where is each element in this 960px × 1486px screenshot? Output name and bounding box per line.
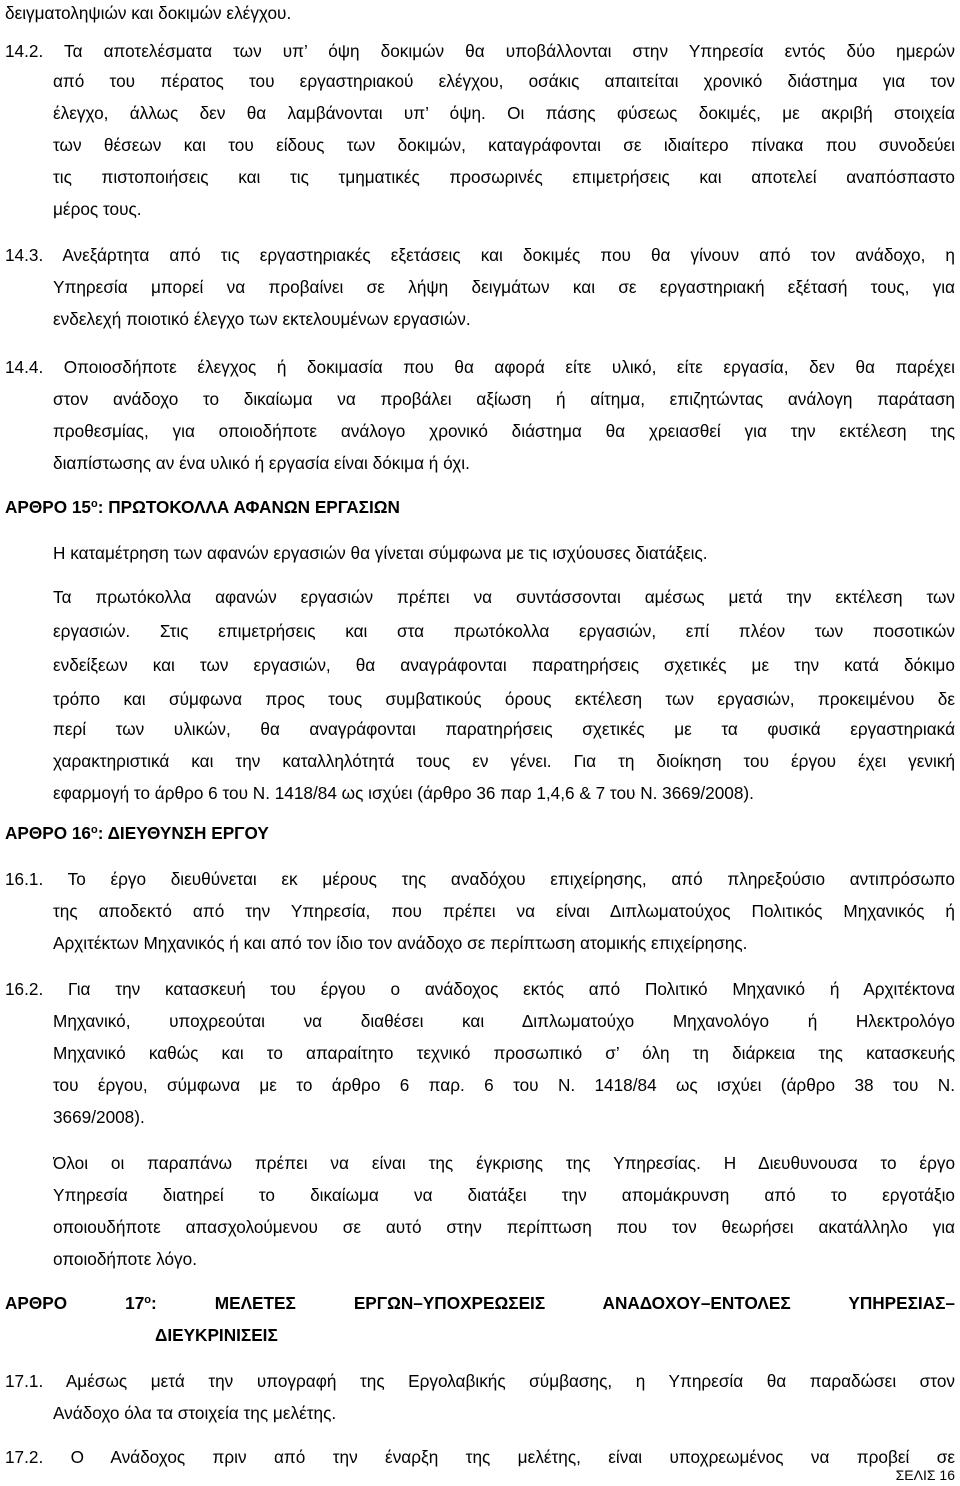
- paragraph-line: χαρακτηριστικά και την καταλληλότητά τους εν γένει. Για τη διοίκηση του έργου έχει γενική: [53, 751, 955, 771]
- paragraph-line: έλεγχο, άλλως δεν θα λαμβάνονται υπ’ όψη. Οι πάσης φύσεως δοκιμές, με ακριβή στοιχεία: [53, 103, 955, 123]
- paragraph-line: Υπηρεσία διατηρεί το δικαίωμα να διατάξει την απομάκρυνση από το εργοτάξιο: [53, 1185, 955, 1205]
- paragraph-line: ενδείξεων και των εργασιών, θα αναγράφονται παρατηρήσεις σχετικές με την κατά δόκιμο: [53, 655, 955, 675]
- paragraph-line: Υπηρεσία μπορεί να προβαίνει σε λήψη δειγμάτων και σε εργαστηριακή εξέτασή τους, για: [53, 277, 955, 297]
- paragraph-line: Τα πρωτόκολλα αφανών εργασιών πρέπει να συντάσσονται αμέσως μετά την εκτέλεση των: [53, 587, 955, 607]
- paragraph-line: 16.2. Για την κατασκευή του έργου ο ανάδοχος εκτός από Πολιτικό Μηχανικό ή Αρχιτέκτονα: [5, 979, 955, 999]
- paragraph-line: 3669/2008).: [53, 1107, 145, 1127]
- paragraph-line: δειγματοληψιών και δοκιμών ελέγχου.: [5, 3, 292, 23]
- paragraph-line: στον ανάδοχο το δικαίωμα να προβάλει αξίωση ή αίτημα, επιζητώντας ανάλογη παράταση: [53, 389, 955, 409]
- paragraph-line: 17.2. Ο Ανάδοχος πριν από την έναρξη της μελέτης, είναι υποχρεωμένος να προβεί σε: [5, 1447, 955, 1467]
- paragraph-line: περί των υλικών, θα αναγράφονται παρατηρήσεις σχετικές με τα φυσικά εργαστηριακά: [53, 719, 955, 739]
- paragraph-line: Μηχανικό, υποχρεούται να διαθέσει και Διπλωματούχο Μηχανολόγο ή Ηλεκτρολόγο: [53, 1011, 955, 1031]
- paragraph-line: μέρος τους.: [53, 199, 142, 219]
- paragraph-line: 14.2. Τα αποτελέσματα των υπ’ όψη δοκιμών θα υποβάλλονται στην Υπηρεσία εντός δύο ημερών: [5, 41, 955, 61]
- article-17-heading: ΑΡΘΡΟ $17^o$: ΜΕΛΕΤΕΣ ΕΡΓΩΝ–ΥΠΟΧΡΕΩΣΕΙΣ ΑΝΑΔΟΧΟΥ–ΕΝΤΟΛΕΣ ΥΠΗΡΕΣΙΑΣ–: [5, 1293, 955, 1313]
- paragraph-line: τις πιστοποιήσεις και τις τμηματικές προσωρινές επιμετρήσεις και αποτελεί αναπόσπαστο: [53, 167, 955, 187]
- paragraph-line: οποιοδήποτε λόγο.: [53, 1249, 197, 1269]
- paragraph-line: Αρχιτέκτων Μηχανικός ή και από τον ίδιο τον ανάδοχο σε περίπτωση ατομικής επιχείρησης.: [53, 933, 748, 953]
- paragraph-line: εργασιών. Στις επιμετρήσεις και στα πρωτόκολλα εργασιών, επί πλέον των ποσοτικών: [53, 621, 955, 641]
- article-17-heading-continued: ΔΙΕΥΚΡΙΝΙΣΕΙΣ: [155, 1325, 278, 1345]
- paragraph-line: Μηχανικό καθώς και το απαραίτητο τεχνικό προσωπικό σ’ όλη τη διάρκεια της κατασκευής: [53, 1043, 955, 1063]
- paragraph-line: της αποδεκτό από την Υπηρεσία, που πρέπει να είναι Διπλωματούχος Πολιτικός Μηχανικός ή: [53, 901, 955, 921]
- article-15-heading: ΑΡΘΡΟ $15^o$: ΠΡΩΤΟΚΟΛΛΑ ΑΦΑΝΩΝ ΕΡΓΑΣΙΩΝ: [5, 497, 400, 517]
- paragraph-line: 14.4. Οποιοσδήποτε έλεγχος ή δοκιμασία που θα αφορά είτε υλικό, είτε εργασία, δεν θα παρέχει: [5, 357, 955, 377]
- article-16-heading: ΑΡΘΡΟ $16^o$: ΔΙΕΥΘΥΝΣΗ ΕΡΓΟΥ: [5, 823, 269, 843]
- paragraph-line: εφαρμογή το άρθρο 6 του Ν. 1418/84 ως ισχύει (άρθρο 36 παρ 1,4,6 & 7 του Ν. 3669/2008).: [53, 783, 754, 803]
- paragraph-line: Όλοι οι παραπάνω πρέπει να είναι της έγκρισης της Υπηρεσίας. Η Διευθυνουσα το έργο: [53, 1153, 955, 1173]
- paragraph-line: 16.1. Το έργο διευθύνεται εκ μέρους της αναδόχου επιχείρησης, από πληρεξούσιο αντιπρόσωπο: [5, 869, 955, 889]
- paragraph-line: ενδελεχή ποιοτικό έλεγχο των εκτελουμένων εργασιών.: [53, 309, 471, 329]
- paragraph-line: Ανάδοχο όλα τα στοιχεία της μελέτης.: [53, 1403, 337, 1423]
- paragraph-line: προθεσμίας, για οποιοδήποτε ανάλογο χρονικό διάστημα θα χρειασθεί για την εκτέλεση της: [53, 421, 955, 441]
- paragraph-line: οποιουδήποτε απασχολούμενου σε αυτό στην περίπτωση που τον θεωρήσει ακατάλληλο για: [53, 1217, 955, 1237]
- paragraph-line: διαπίστωσης αν ένα υλικό ή εργασία είναι δόκιμα ή όχι.: [53, 453, 470, 473]
- paragraph-line: από του πέρατος του εργαστηριακού ελέγχου, οσάκις απαιτείται χρονικό διάστημα για τον: [53, 71, 955, 91]
- page-number: ΣΕΛΙΣ 16: [895, 1467, 955, 1483]
- paragraph-line: 14.3. Ανεξάρτητα από τις εργαστηριακές εξετάσεις και δοκιμές που θα γίνουν από τον ανάδοχο, η: [5, 245, 955, 265]
- paragraph-line: τρόπο και σύμφωνα προς τους συμβατικούς όρους εκτέλεση των εργασιών, προκειμένου δε: [53, 689, 955, 709]
- paragraph-line: των θέσεων και του είδους των δοκιμών, καταγράφονται σε ιδιαίτερο πίνακα που συνοδεύει: [53, 135, 955, 155]
- paragraph-line: Η καταμέτρηση των αφανών εργασιών θα γίνεται σύμφωνα με τις ισχύουσες διατάξεις.: [53, 543, 708, 563]
- paragraph-line: 17.1. Αμέσως μετά την υπογραφή της Εργολαβικής σύμβασης, η Υπηρεσία θα παραδώσει στον: [5, 1371, 955, 1391]
- paragraph-line: του έργου, σύμφωνα με το άρθρο 6 παρ. 6 του Ν. 1418/84 ως ισχύει (άρθρο 38 του Ν.: [53, 1075, 955, 1095]
